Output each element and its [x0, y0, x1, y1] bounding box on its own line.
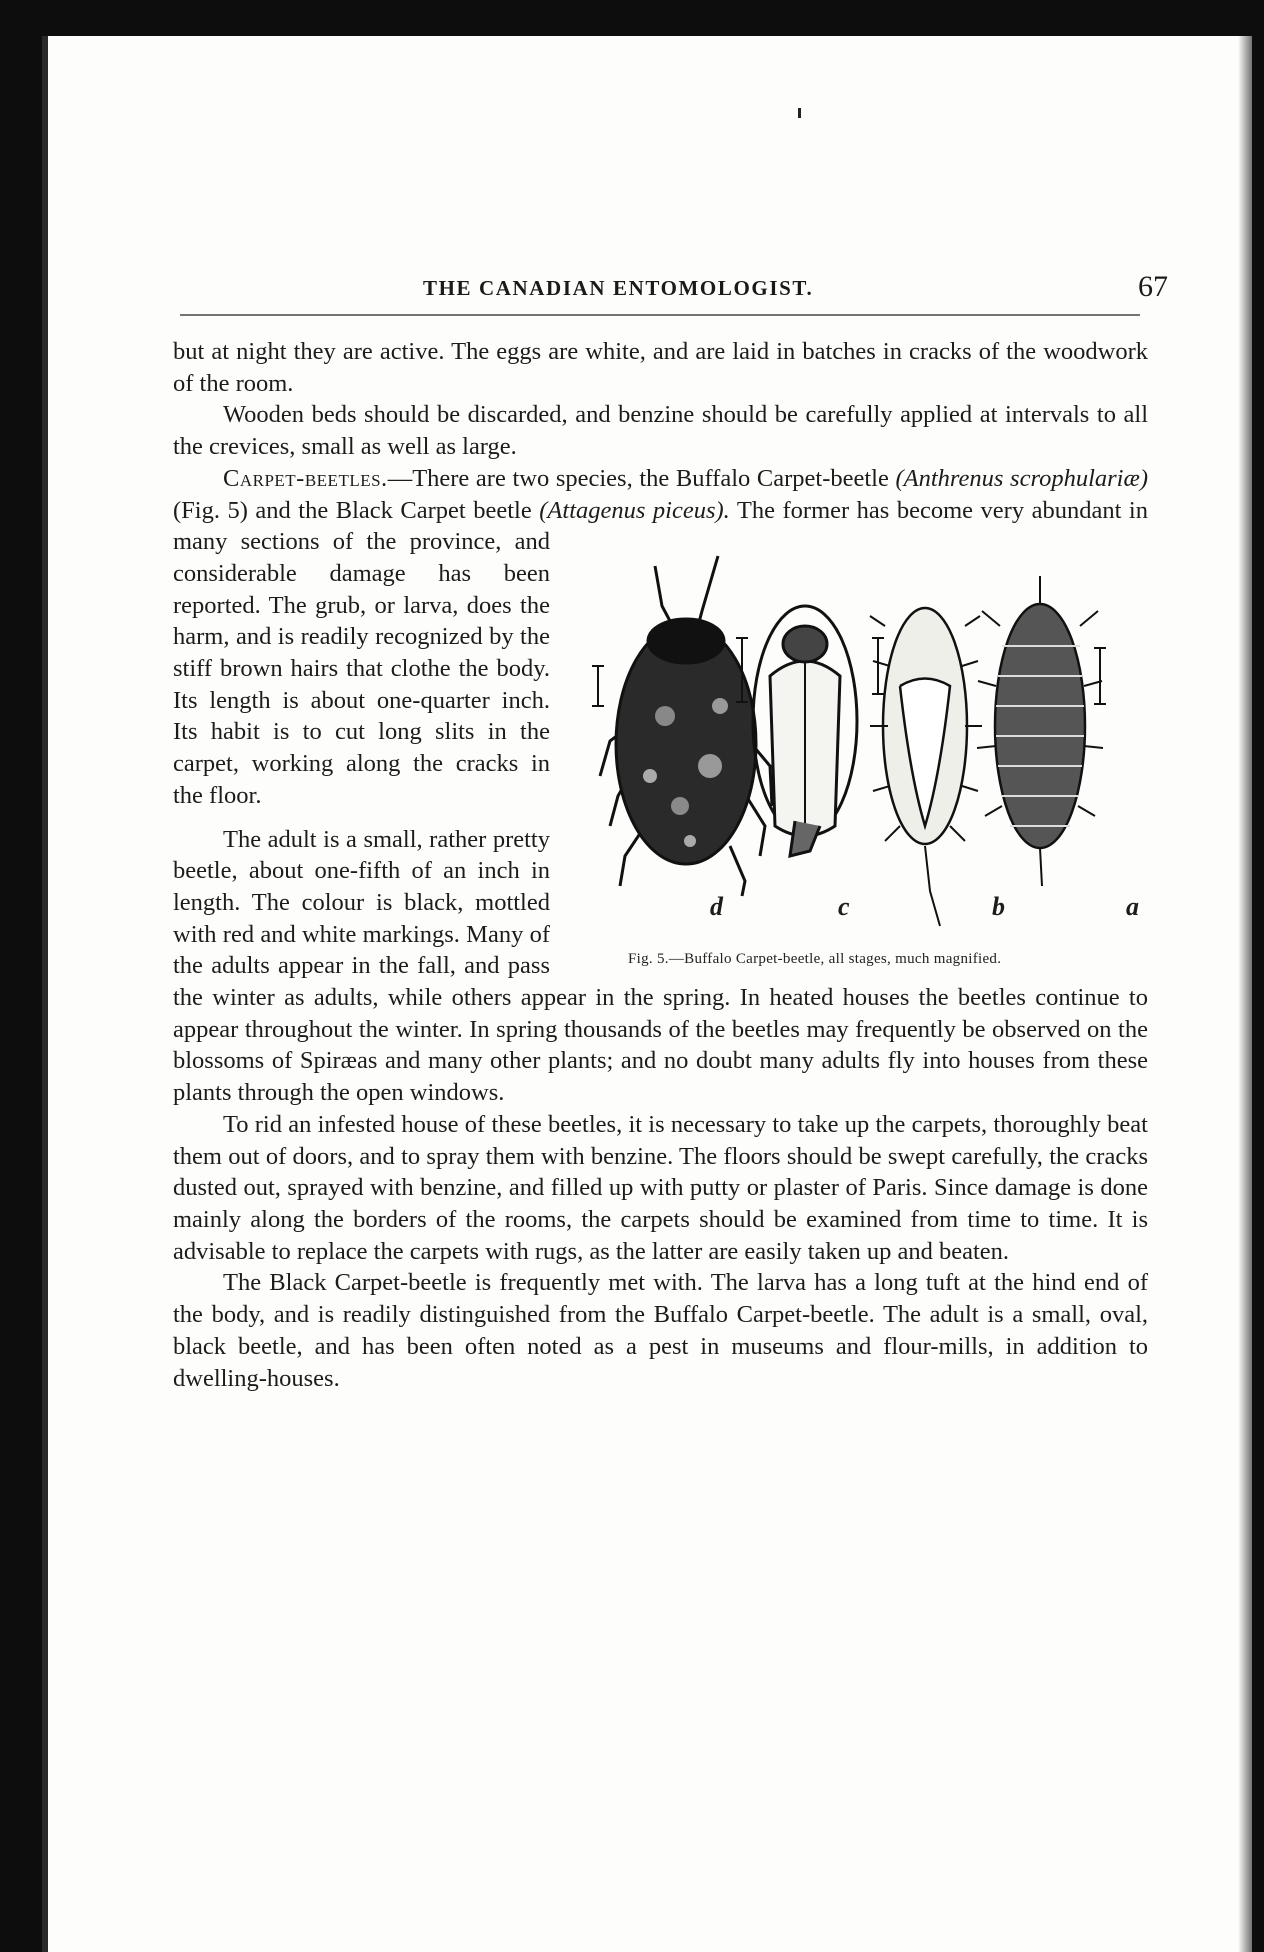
species-name-2: (Attagenus piceus). — [539, 496, 730, 524]
running-head — [423, 270, 1168, 314]
figure-5 — [570, 526, 1148, 981]
figure-label-b: b — [992, 892, 1005, 922]
figure-caption: Fig. 5.—Buffalo Carpet-beetle, all stages, much magnified. — [628, 951, 1002, 968]
header-rule — [180, 314, 1140, 316]
larva-drawing-a — [977, 576, 1106, 886]
paragraph-5: To rid an infested house of these beetles, it is necessary to take up the carpets, thoroughly beat them out of doors, and to spray them with benzine. The floors should be swept carefully, the cracks dusted out, sprayed with benzine, and filled up with putty or plaster of Paris. Since damage is done mainly along the borders of the rooms, the carpets should be examined from time to time. It is advisable to replace the carpets with rugs, as the latter are easily taken up and beaten. — [173, 1110, 1148, 1265]
adult-beetle-drawing — [592, 556, 772, 896]
page-number: 67 — [1138, 270, 1168, 303]
article-body — [173, 336, 1148, 1394]
figure-label-c: c — [838, 892, 850, 922]
beetle-illustration — [570, 526, 1148, 941]
figure-label-d: d — [710, 892, 723, 922]
paragraph-4: The adult is a small, rather pretty beetle, about one-fifth of an inch in length. The colour is black, mottled with red and white markings. Many of the adults appear in the fall, and pass the winter as adults, while others appear in the spring. In heated houses the beetles continue to appear throughout the winter. In spring thousands of the beetles may frequently be observed on the blossoms of Spiræas and many other plants; and no doubt many adults fly into houses from these plants through the open windows. — [173, 825, 1148, 1107]
paragraph-3-text-c: The former has become very abundant in many sections of the province, and considerable damage has been reported. The grub, or larva, does the harm, and is readily recognized by the stiff brown hairs that clothe the body. Its length is about one-quarter inch. Its habit is to cut long slits in the carpet, working along the cracks in the floor. — [173, 496, 1148, 809]
paragraph-3-text-b: (Fig. 5) and the Black Carpet beetle — [173, 496, 540, 524]
journal-title: THE CANADIAN ENTOMOLOGIST. — [423, 276, 814, 300]
paragraph-2: Wooden beds should be discarded, and benzine should be carefully applied at intervals to all the crevices, small as well as large. — [173, 401, 1148, 461]
paragraph-1: but at night they are active. The eggs are white, and are laid in batches in cracks of the woodwork of the room. — [173, 338, 1148, 397]
pupa-drawing — [736, 606, 857, 856]
paragraph-6: The Black Carpet-beetle is frequently met with. The larva has a long tuft at the hind end of the body, and is readily distinguished from the Buffalo Carpet-beetle. The adult is a small, oval, black beetle, and has been often noted as a pest in museums and flour-mills, in addition to dwelling-houses. — [173, 1269, 1148, 1392]
book-page — [42, 36, 1252, 1952]
larva-drawing-b — [870, 608, 982, 926]
section-heading: Carpet-beetles. — [223, 464, 388, 492]
species-name-1: (Anthrenus scrophulariæ) — [895, 464, 1148, 492]
page-mark — [798, 108, 801, 118]
figure-label-a: a — [1126, 892, 1139, 922]
paragraph-3-text-a: —There are two species, the Buffalo Carpet-beetle — [387, 464, 896, 492]
